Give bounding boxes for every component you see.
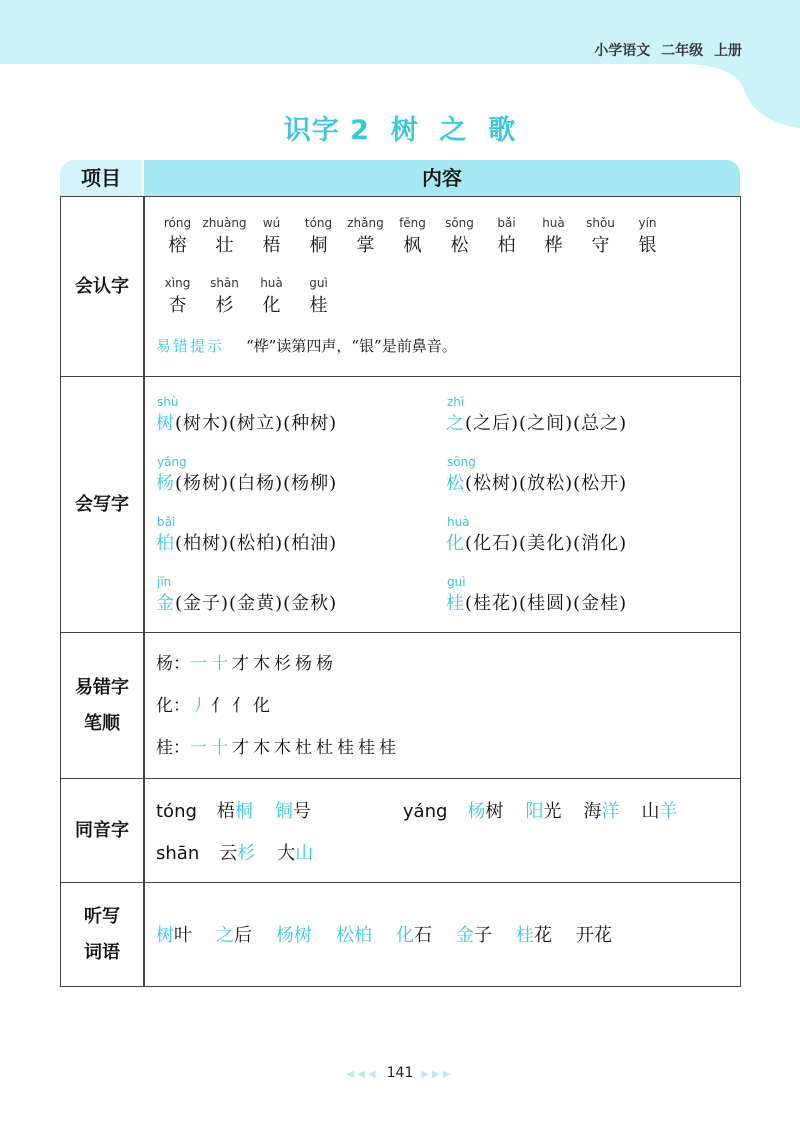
pinyin: shān: [210, 276, 239, 290]
label-homophone-text: 同音字: [75, 819, 129, 841]
row-stroke-order: [61, 633, 740, 779]
stroke-step: 丿: [190, 696, 211, 716]
pinyin: wú: [262, 216, 281, 230]
recognize-char: [295, 213, 342, 259]
label-stroke-text-2: 笔顺: [84, 712, 120, 734]
write-words: (之后)(之间)(总之): [465, 413, 628, 434]
word-part: 光: [543, 801, 562, 822]
page-title: 识字 2 树 之 歌: [283, 115, 517, 146]
word-part-highlight: 山: [295, 843, 314, 864]
row-label-write: [61, 377, 143, 632]
word-part: 花: [534, 925, 552, 946]
label-recognize-text: 会认字: [75, 275, 129, 297]
pinyin: zhǎng: [347, 216, 384, 230]
word-part: 后: [234, 925, 252, 946]
hanzi: 桂: [309, 295, 328, 316]
word-part-highlight: 杨树: [276, 925, 312, 946]
hanzi: 梧: [262, 235, 281, 256]
stroke-step: 才: [232, 738, 253, 758]
left-arrows-icon: ◀◀◀: [346, 1069, 379, 1080]
hanzi: 守: [591, 235, 610, 256]
content-table: [60, 196, 741, 987]
stroke-step: 一: [190, 738, 211, 758]
word-part-highlight: 化: [396, 925, 414, 946]
write-char: 树: [156, 413, 175, 434]
table-header: [60, 160, 740, 196]
label-write-text: 会写字: [75, 493, 129, 515]
stroke-step: 桂: [337, 738, 358, 758]
stroke-step: 木: [253, 738, 274, 758]
stroke-step: 桂: [358, 738, 379, 758]
word-part-highlight: 桂: [516, 925, 534, 946]
word-part: 石: [414, 925, 432, 946]
hanzi: 柏: [497, 235, 516, 256]
write-item: [446, 393, 627, 437]
dictation-word: [516, 925, 552, 946]
homophone-word: [467, 801, 503, 822]
hanzi: 松: [450, 235, 469, 256]
stroke-step: 桂: [379, 738, 400, 758]
recognize-content: [144, 197, 740, 376]
word-part-highlight: 阳: [525, 801, 544, 822]
stroke-step: 才: [232, 654, 253, 674]
stroke-step: 杉: [274, 654, 295, 674]
write-words: (桂花)(桂圆)(金桂): [465, 593, 628, 614]
word-part-highlight: 洋: [601, 801, 620, 822]
hanzi: 桦: [544, 235, 563, 256]
stroke-step: 十: [211, 738, 232, 758]
homophone-pinyin: tóng: [156, 801, 197, 822]
stroke-step: 杨: [316, 654, 337, 674]
dictation-word: [576, 925, 612, 946]
stroke-content: [144, 633, 740, 778]
hanzi: 掌: [356, 235, 375, 256]
pinyin: shù: [157, 395, 179, 409]
hanzi: 杉: [215, 295, 234, 316]
row-recognize-characters: [61, 197, 740, 377]
pinyin: tóng: [304, 216, 333, 230]
homophone-line-2: [156, 839, 335, 865]
row-label-dictation: [61, 883, 143, 986]
column-header-item: 项目: [60, 160, 142, 196]
word-part-highlight: 金: [456, 925, 474, 946]
write-words: (化石)(美化)(消化): [465, 533, 628, 554]
word-part-highlight: 树: [156, 925, 174, 946]
word-part-highlight: 松柏: [336, 925, 372, 946]
word-part-highlight: 之: [216, 925, 234, 946]
recognize-char: [154, 273, 201, 319]
homophone-pinyin: yáng: [402, 801, 448, 822]
homophone-content: [144, 779, 740, 882]
row-homophones: [61, 779, 740, 883]
stroke-step: 十: [211, 654, 232, 674]
page-footer: [0, 1065, 800, 1081]
write-char: 金: [156, 593, 175, 614]
homophone-word: [525, 801, 561, 822]
label-stroke-text-1: 易错字: [75, 676, 129, 698]
homophone-word: [219, 843, 255, 864]
recognize-line-2: [154, 273, 342, 319]
write-item: [446, 573, 627, 617]
stroke-char: 杨：: [156, 654, 190, 674]
hanzi: 银: [638, 235, 657, 256]
recognize-char: [530, 213, 577, 259]
label-dictation-text-1: 听写: [84, 905, 120, 927]
stroke-steps: [190, 733, 400, 758]
write-item: [156, 573, 337, 617]
write-char: 之: [446, 413, 465, 434]
write-char: 松: [446, 473, 465, 494]
pinyin: fēng: [399, 216, 426, 230]
homophone-pinyin: shān: [156, 843, 200, 864]
word-part-highlight: 杨: [467, 801, 486, 822]
word-part: 云: [219, 843, 238, 864]
homophone-word: [583, 801, 619, 822]
stroke-char: 化：: [156, 696, 190, 716]
word-part: 山: [641, 801, 660, 822]
pinyin: bǎi: [497, 216, 516, 230]
homophone-word: [217, 801, 253, 822]
stroke-step: 亻: [211, 696, 232, 716]
dictation-word: [156, 925, 192, 946]
write-item: [156, 453, 337, 497]
stroke-step: 一: [190, 654, 211, 674]
error-tip: [156, 335, 457, 356]
pinyin: huà: [542, 216, 565, 230]
pinyin: huà: [260, 276, 283, 290]
pinyin: jīn: [157, 575, 172, 589]
pinyin: róng: [163, 216, 192, 230]
recognize-char: [483, 213, 530, 259]
stroke-line-hua: [156, 691, 274, 716]
pinyin: yín: [638, 216, 657, 230]
word-part-highlight: 桐: [234, 801, 253, 822]
page-number: 141: [386, 1065, 414, 1081]
recognize-char: [624, 213, 671, 259]
stroke-step: 化: [253, 696, 274, 716]
word-part-highlight: 杉: [237, 843, 256, 864]
recognize-line-1: [154, 213, 671, 259]
write-item: [446, 453, 627, 497]
word-part: 海: [583, 801, 602, 822]
stroke-steps: [190, 649, 337, 674]
word-part: 子: [474, 925, 492, 946]
recognize-char: [154, 213, 201, 259]
homophone-word: [275, 801, 311, 822]
word-part: 叶: [174, 925, 192, 946]
homophone-line-1: [156, 797, 677, 823]
dictation-word: [216, 925, 252, 946]
pinyin: zhī: [447, 395, 465, 409]
dictation-word: [276, 925, 312, 946]
recognize-char: [248, 213, 295, 259]
row-label-recognize: [61, 197, 143, 376]
pinyin: sōng: [445, 216, 474, 230]
stroke-line-gui: [156, 733, 400, 758]
dictation-word: [396, 925, 432, 946]
pinyin: guì: [309, 276, 328, 290]
tip-label: 易错提示: [156, 337, 225, 355]
hanzi: 杏: [168, 295, 187, 316]
hanzi: 榕: [168, 235, 187, 256]
recognize-char: [201, 213, 248, 259]
recognize-char: [389, 213, 436, 259]
tip-text: “桦”读第四声，“银”是前鼻音。: [246, 337, 457, 355]
header-book-info: 小学语文 二年级 上册: [594, 43, 742, 59]
write-words: (树木)(树立)(种树): [175, 413, 338, 434]
dictation-line: [156, 921, 612, 947]
write-item: [156, 393, 337, 437]
write-item: [446, 513, 627, 557]
write-words: (金子)(金黄)(金秋): [175, 593, 338, 614]
hanzi: 桐: [309, 235, 328, 256]
recognize-char: [201, 273, 248, 319]
write-words: (杨树)(白杨)(杨柳): [175, 473, 338, 494]
recognize-char: [436, 213, 483, 259]
hanzi: 枫: [403, 235, 422, 256]
recognize-char: [248, 273, 295, 319]
row-label-homophone: [61, 779, 143, 882]
write-char: 杨: [156, 473, 175, 494]
write-item: [156, 513, 337, 557]
write-content: [144, 377, 740, 632]
stroke-line-yang: [156, 649, 337, 674]
write-char: 化: [446, 533, 465, 554]
write-char: 柏: [156, 533, 175, 554]
recognize-char: [577, 213, 624, 259]
column-header-content: 内容: [144, 160, 740, 196]
stroke-step: 杜: [295, 738, 316, 758]
word-part-highlight: 铜: [274, 801, 293, 822]
row-label-stroke: [61, 633, 143, 778]
pinyin: zhuàng: [202, 216, 247, 230]
word-part: 大: [277, 843, 296, 864]
pinyin: bǎi: [157, 515, 176, 529]
stroke-step: 木: [253, 654, 274, 674]
dictation-word: [456, 925, 492, 946]
word-part: 开花: [576, 925, 612, 946]
write-words: (柏树)(松柏)(柏油): [175, 533, 338, 554]
recognize-char: [295, 273, 342, 319]
stroke-step: 亻: [232, 696, 253, 716]
homophone-word: [277, 843, 313, 864]
stroke-step: 杨: [295, 654, 316, 674]
word-part: 号: [292, 801, 311, 822]
stroke-char: 桂：: [156, 738, 190, 758]
row-dictation: [61, 883, 740, 986]
hanzi: 壮: [215, 235, 234, 256]
pinyin: huà: [447, 515, 470, 529]
row-write-characters: [61, 377, 740, 633]
pinyin: xìng: [164, 276, 191, 290]
stroke-steps: [190, 691, 274, 716]
label-dictation-text-2: 词语: [84, 941, 120, 963]
right-arrows-icon: ▶▶▶: [421, 1069, 454, 1080]
stroke-step: 杜: [316, 738, 337, 758]
homophone-word: [641, 801, 677, 822]
word-part-highlight: 羊: [659, 801, 678, 822]
word-part: 梧: [216, 801, 235, 822]
recognize-char: [342, 213, 389, 259]
pinyin: guì: [447, 575, 466, 589]
pinyin: sōng: [447, 455, 476, 469]
pinyin: shǒu: [586, 216, 615, 230]
dictation-word: [336, 925, 372, 946]
hanzi: 化: [262, 295, 281, 316]
stroke-step: 木: [274, 738, 295, 758]
dictation-content: [144, 883, 740, 986]
write-char: 桂: [446, 593, 465, 614]
word-part: 树: [485, 801, 504, 822]
write-words: (松树)(放松)(松开): [465, 473, 628, 494]
pinyin: yáng: [157, 455, 187, 469]
